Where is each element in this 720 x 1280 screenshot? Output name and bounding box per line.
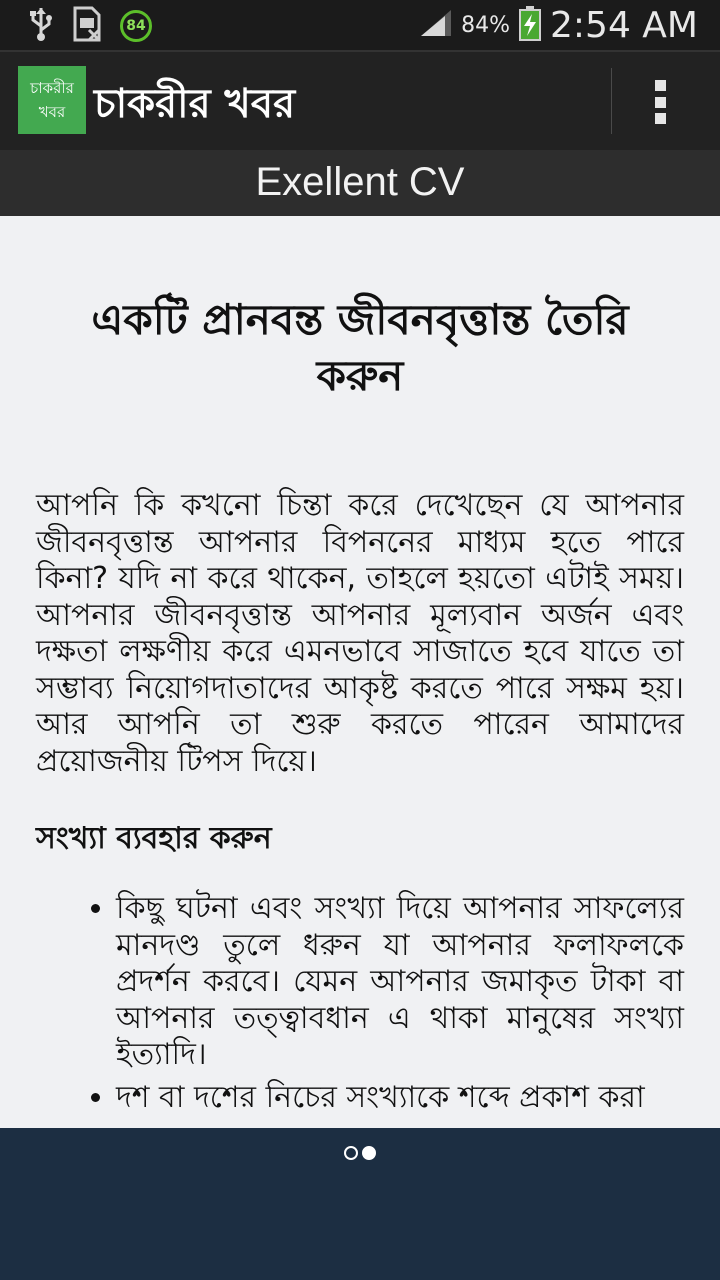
sim-card-icon [72,6,102,46]
app-title: চাকরীর খবর [94,81,296,127]
clock: 2:54 AM [550,4,698,46]
action-bar [0,50,720,150]
article-intro: আপনি কি কখনো চিন্তা করে দেখেছেন যে আপনার জীবনবৃত্তান্ত আপনার বিপননের মাধ্যম হতে পারে কিনা? যদি না করে থাকেন, তাহলে হয়তো এটাই সময়। আপনার জীবনবৃত্তান্ত আপনার মূল্যবান অর্জন এবং দক্ষতা লক্ষণীয় করে এমনভাবে সাজাতে হবে যাতে তা সম্ভাব্য নিয়োগদাতাদের আকৃষ্ট করতে পারে সক্ষম হয়। আর আপনি তা শুরু করতে পারেন আমাদের প্রয়োজনীয় টিপস দিয়ে। [36,488,684,779]
list-item: • কিছু ঘটনা এবং সংখ্যা দিয়ে আপনার সাফল্যের মানদণ্ড তুলে ধরুন যা আপনার ফলাফলকে প্রদর্শন করবে। যেমন আপনার জমাকৃত টাকা বা আপনার তত্ত্বাবধান এ থাকা মানুষের সংখ্যা ইত্যাদি। [116,891,684,1074]
article-content[interactable] [0,216,720,1128]
usb-icon [28,6,54,46]
signal-icon [419,8,453,42]
notification-badge-icon: 84 [120,10,152,42]
section-title: Exellent CV [0,150,720,216]
battery-charging-icon [518,5,542,45]
article-title: একটি প্রানবন্ত জীবনবৃত্তান্ত তৈরি করুন [91,295,629,400]
app-logo-line2: খবর [38,103,66,121]
app-logo[interactable] [18,66,86,134]
battery-percent: 84% [461,12,511,38]
app-logo-line1: চাকরীর [30,79,74,97]
list-item: • দশ বা দশের নিচের সংখ্যাকে শব্দে প্রকাশ করা [116,1080,684,1117]
page-dot-1[interactable] [344,1146,358,1160]
status-bar-notifications [28,6,152,46]
bottom-panel [0,1128,720,1280]
page-indicator [0,1146,720,1160]
status-bar [0,0,720,50]
tips-list [36,891,684,1116]
status-bar-system [419,0,698,50]
page-dot-2[interactable] [362,1146,376,1160]
action-bar-divider [611,68,612,134]
article-subheading: সংখ্যা ব্যবহার করুন [36,821,272,856]
overflow-menu-icon[interactable] [640,72,680,132]
